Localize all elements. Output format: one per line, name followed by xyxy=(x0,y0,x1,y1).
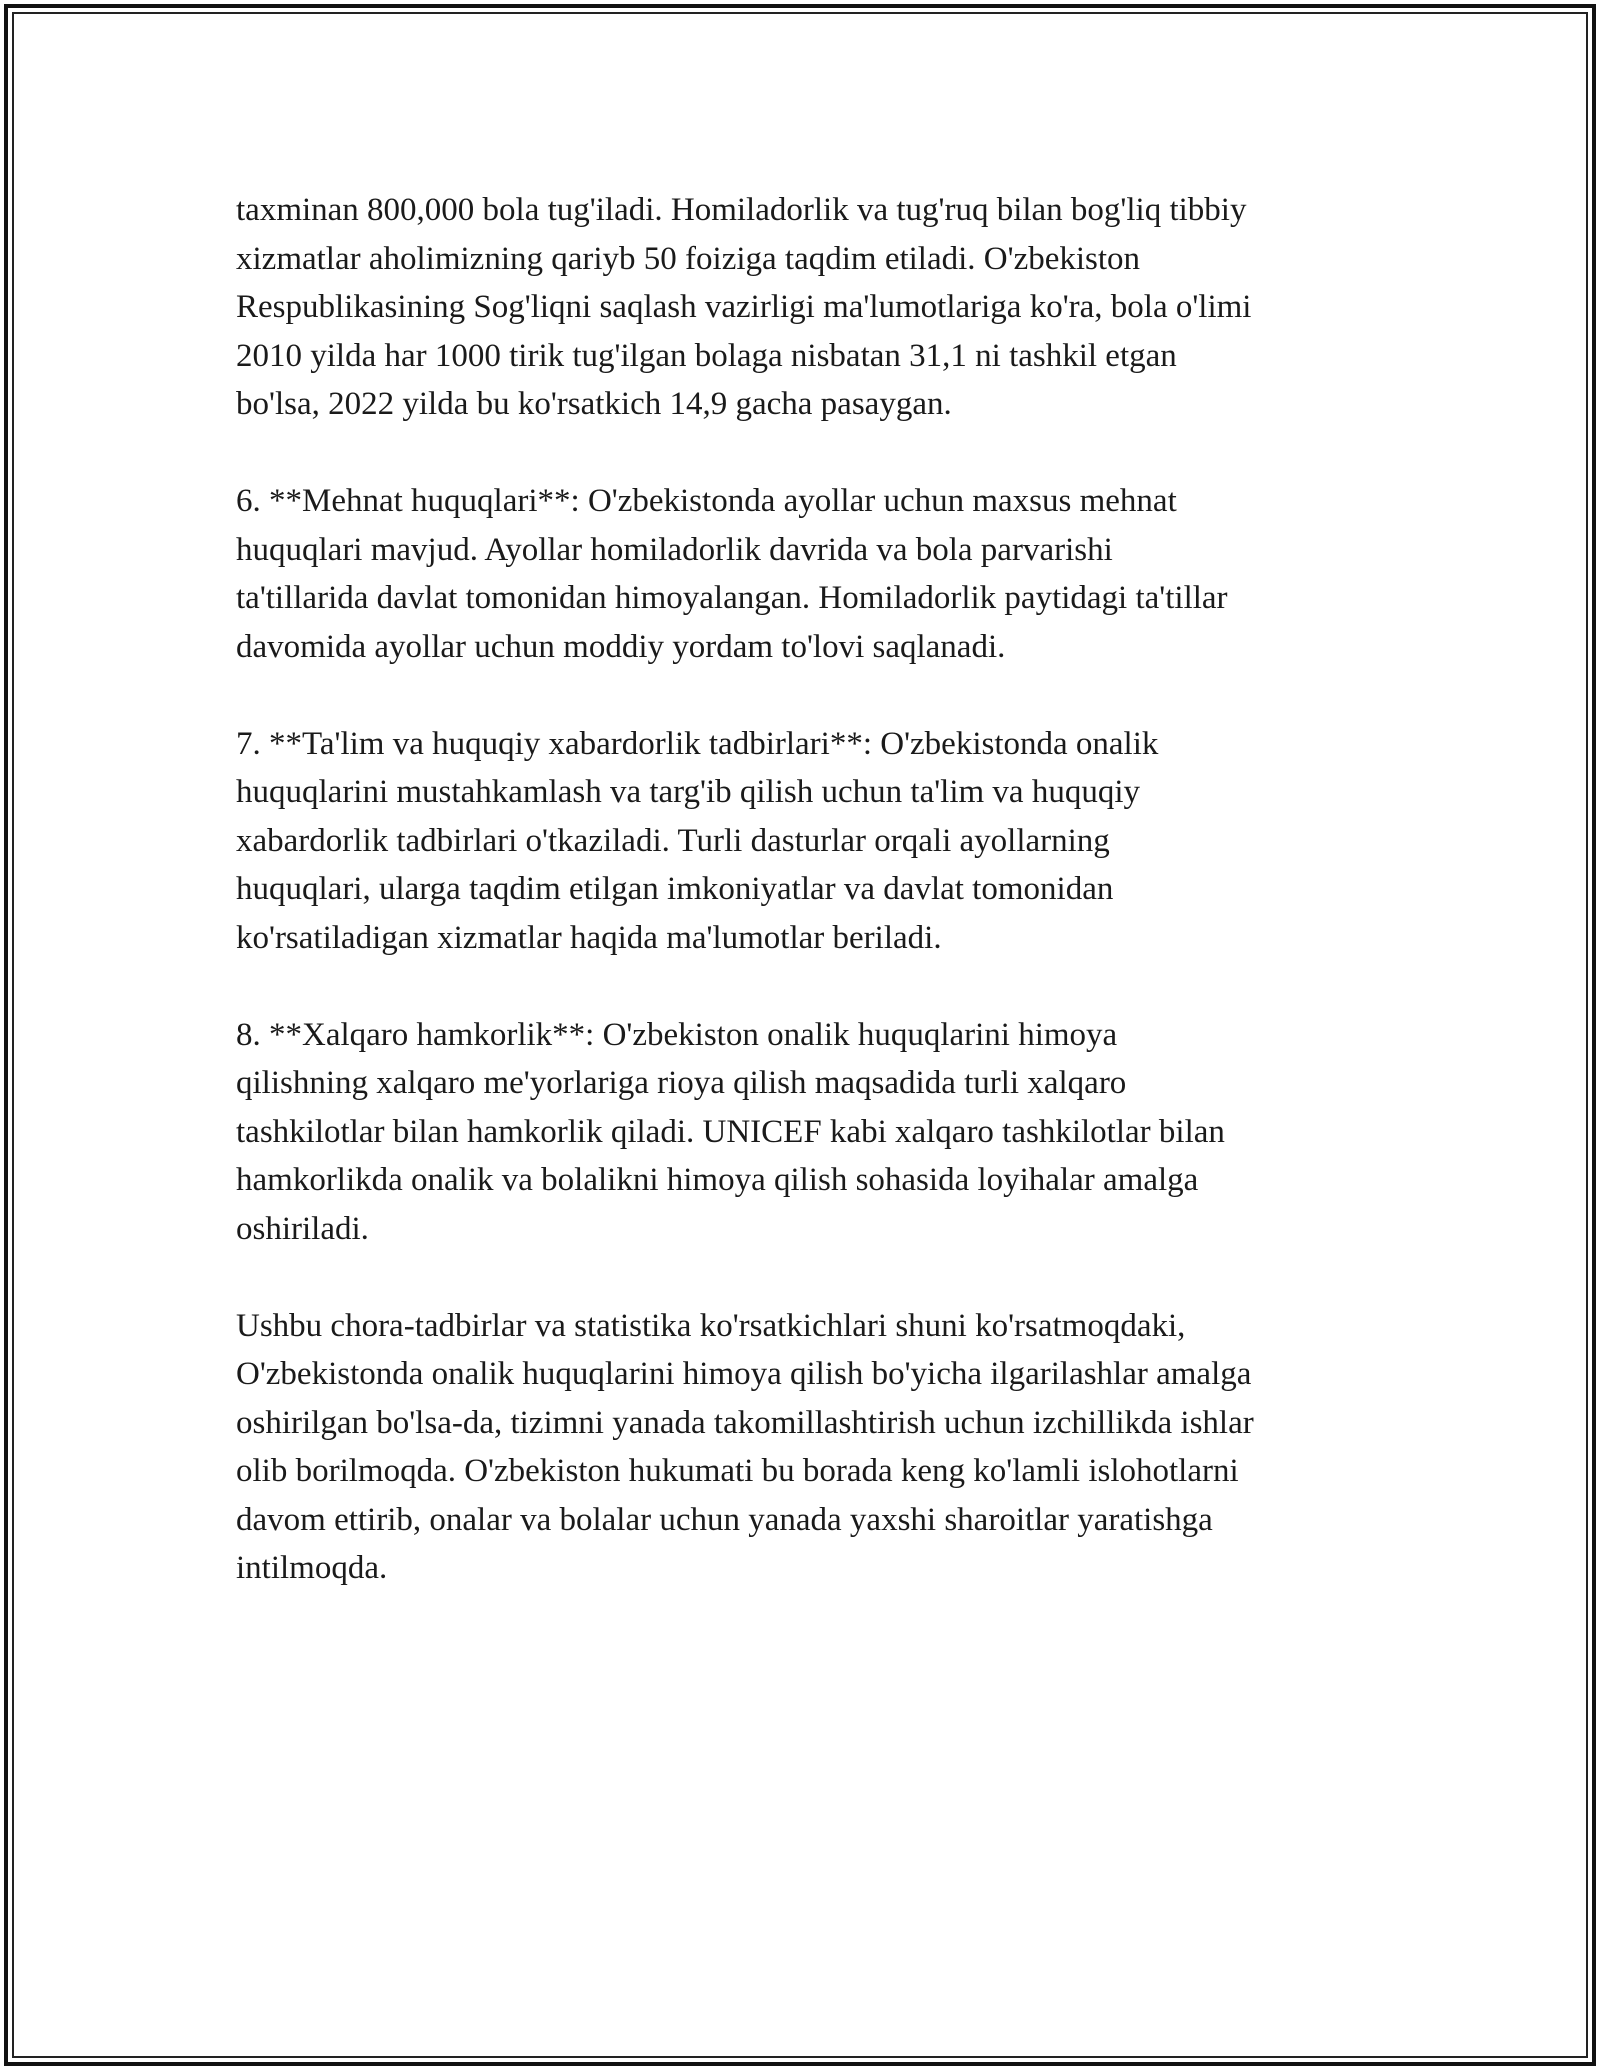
text-line: O'zbekistonda onalik huquqlarini himoya qilish bo'yicha ilgarilashlar amalga xyxy=(236,1356,1252,1392)
text-line: oshiriladi. xyxy=(236,1210,369,1247)
text-line: 2010 yilda har 1000 tirik tug'ilgan bolaga nisbatan 31,1 ni tashkil etgan xyxy=(236,337,1177,374)
text-line: huquqlarini mustahkamlash va targ'ib qilish uchun ta'lim va huquqiy xyxy=(236,774,1140,810)
text-line: Respublikasining Sog'liqni saqlash vazirligi ma'lumotlariga ko'ra, bola o'limi xyxy=(236,289,1252,325)
text-line: intilmoqda. xyxy=(236,1550,388,1586)
text-line: qilishning xalqaro me'yorlariga rioya qilish maqsadida turli xalqaro xyxy=(236,1065,1127,1101)
text-line: 7. **Ta'lim va huquqiy xabardorlik tadbirlari**: O'zbekistonda onalik xyxy=(236,725,1159,762)
document-body xyxy=(236,186,1376,1641)
text-line: 6. **Mehnat huquqlari**: O'zbekistonda ayollar uchun maxsus mehnat xyxy=(236,483,1177,519)
text-line: bo'lsa, 2022 yilda bu ko'rsatkich 14,9 gacha pasaygan. xyxy=(236,386,952,422)
text-line: taxminan 800,000 bola tug'iladi. Homiladorlik va tug'ruq bilan bog'liq tibbiy xyxy=(236,192,1247,228)
text-line: xabardorlik tadbirlari o'tkaziladi. Turli dasturlar orqali ayollarning xyxy=(236,822,1110,859)
text-line: olib borilmoqda. O'zbekiston hukumati bu borada keng ko'lamli islohotlarni xyxy=(236,1453,1239,1489)
text-line: Ushbu chora-tadbirlar va statistika ko'rsatkichlari shuni ko'rsatmoqdaki, xyxy=(236,1307,1186,1344)
text-line: hamkorlikda onalik va bolalikni himoya qilish sohasida loyihalar amalga xyxy=(236,1162,1199,1198)
text-line: huquqlari, ularga taqdim etilgan imkoniyatlar va davlat tomonidan xyxy=(236,871,1114,907)
text-line: oshirilgan bo'lsa-da, tizimni yanada takomillashtirish uchun izchillikda ishlar xyxy=(236,1404,1254,1441)
text-line: ko'rsatiladigan xizmatlar haqida ma'lumotlar beriladi. xyxy=(236,919,942,956)
paragraph-labor-rights xyxy=(236,477,1376,671)
text-line: davomida ayollar uchun moddiy yordam to'lovi saqlanadi. xyxy=(236,628,1006,665)
text-line: 8. **Xalqaro hamkorlik**: O'zbekiston onalik huquqlarini himoya xyxy=(236,1016,1118,1053)
text-line: tashkilotlar bilan hamkorlik qiladi. UNICEF kabi xalqaro tashkilotlar bilan xyxy=(236,1113,1225,1150)
text-line: huquqlari mavjud. Ayollar homiladorlik davrida va bola parvarishi xyxy=(236,531,1113,568)
text-line: davom ettirib, onalar va bolalar uchun yanada yaxshi sharoitlar yaratishga xyxy=(236,1501,1213,1538)
text-line: xizmatlar aholimizning qariyb 50 foiziga taqdim etiladi. O'zbekiston xyxy=(236,240,1141,277)
text-line: ta'tillarida davlat tomonidan himoyalangan. Homiladorlik paytidagi ta'tillar xyxy=(236,580,1228,616)
paragraph-education-awareness xyxy=(236,720,1376,963)
paragraph-conclusion xyxy=(236,1302,1376,1593)
paragraph-international-cooperation xyxy=(236,1011,1376,1254)
paragraph-health-statistics xyxy=(236,186,1376,429)
